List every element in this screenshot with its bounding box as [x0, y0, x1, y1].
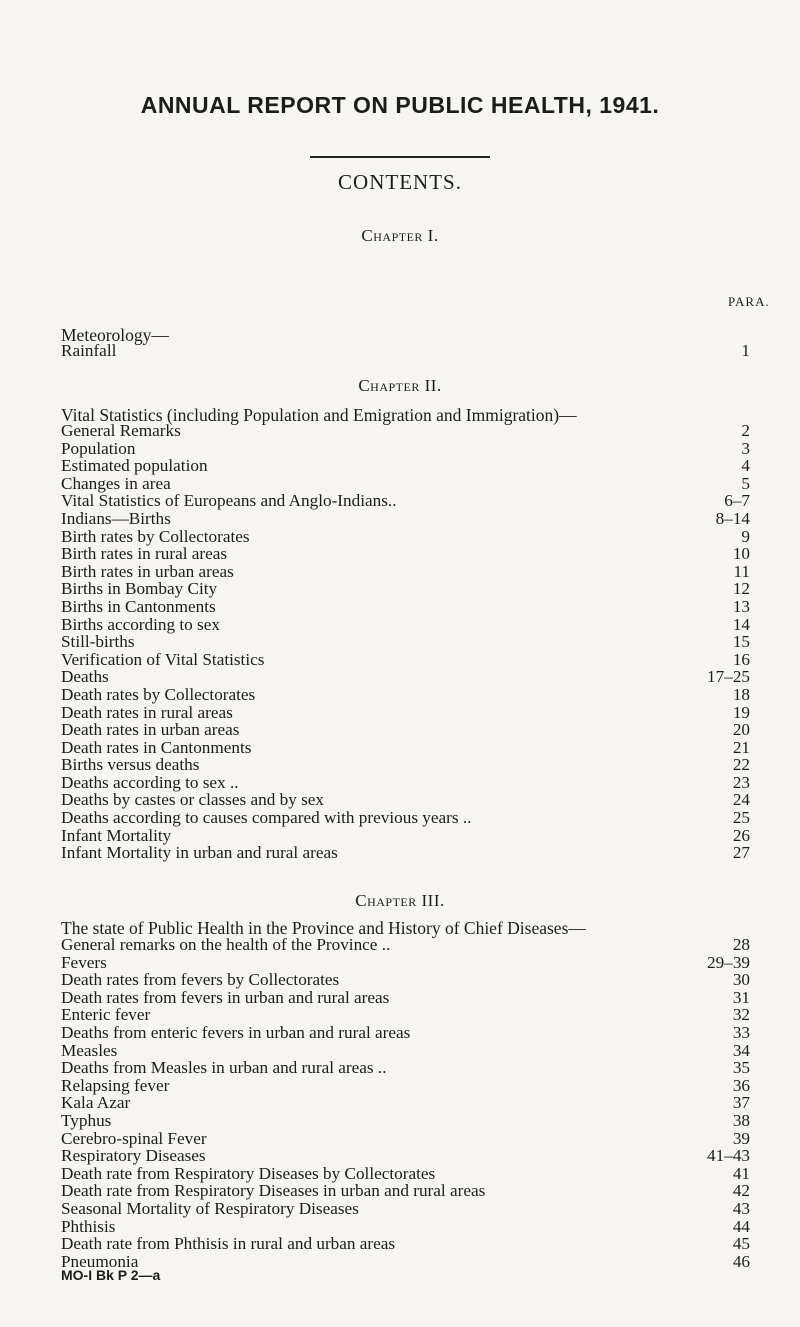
toc-entry	[0, 563, 800, 581]
toc-entry-para: 25	[732, 808, 750, 828]
toc-entry	[0, 721, 800, 739]
chapter-2-heading: Vital Statistics (including Population and Emigration and Immigration)—	[61, 405, 577, 425]
toc-entry	[0, 342, 800, 360]
toc-entry-para: 34	[732, 1040, 750, 1060]
toc-entry	[0, 1006, 800, 1024]
toc-entry-para: 39	[732, 1128, 750, 1148]
toc-entry	[0, 686, 800, 704]
toc-entry-label: Births according to sex	[61, 614, 220, 634]
toc-entry-para: 16	[732, 649, 750, 669]
toc-entry-label: Deaths according to sex ..	[61, 772, 239, 792]
toc-entry	[0, 1147, 800, 1165]
toc-entry-label: Deaths from enteric fevers in urban and rural areas	[61, 1022, 411, 1042]
toc-entry-para: 33	[732, 1022, 750, 1042]
toc-entry-para: 4	[741, 456, 750, 476]
toc-entry-para: 35	[732, 1058, 750, 1078]
toc-entry-label: Measles	[61, 1040, 118, 1060]
toc-entry	[0, 528, 800, 546]
footer-code: MO-I Bk P 2—a	[61, 1267, 161, 1283]
toc-entry-para: 30	[732, 970, 750, 990]
toc-entry-label: Fevers	[61, 952, 107, 972]
toc-entry-para: 23	[732, 772, 750, 792]
toc-entry	[0, 633, 800, 651]
toc-entry	[0, 954, 800, 972]
toc-entry	[0, 844, 800, 862]
toc-entry-label: Death rate from Respiratory Diseases in urban and rural areas	[61, 1181, 486, 1201]
toc-entry-para: 5	[741, 473, 750, 493]
toc-entry-para: 15	[732, 632, 750, 652]
toc-entry-label: Population	[61, 438, 136, 458]
toc-entry	[0, 989, 800, 1007]
toc-entry-label: Infant Mortality in urban and rural areas	[61, 843, 338, 863]
toc-entry-para: 21	[732, 737, 750, 757]
toc-entry	[0, 1130, 800, 1148]
toc-entry-para: 36	[732, 1075, 750, 1095]
title-divider	[310, 156, 490, 158]
toc-entry-label: Births in Cantonments	[61, 596, 216, 616]
toc-entry-para: 44	[732, 1216, 750, 1236]
toc-entry-para: 28	[732, 935, 750, 954]
toc-entry-para: 41–43	[707, 1146, 750, 1166]
toc-entry-para: 46	[732, 1251, 750, 1271]
toc-entry-label: Deaths from Measles in urban and rural areas ..	[61, 1058, 387, 1078]
toc-entry	[0, 1094, 800, 1112]
toc-entry	[0, 580, 800, 598]
toc-entry	[0, 971, 800, 989]
chapter-2-entries	[0, 422, 800, 862]
toc-entry-para: 43	[732, 1198, 750, 1218]
chapter-3-heading: The state of Public Health in the Province and History of Chief Diseases—	[61, 918, 586, 938]
toc-entry-para: 45	[732, 1234, 750, 1254]
toc-entry-label: Deaths according to causes compared with previous years ..	[61, 808, 472, 828]
toc-entry-label: Death rates in urban areas	[61, 720, 240, 740]
toc-entry-para: 3	[741, 438, 750, 458]
toc-entry-label: Cerebro-spinal Fever	[61, 1128, 207, 1148]
toc-entry-para: 14	[732, 614, 750, 634]
para-column-heading: PARA.	[728, 294, 770, 309]
toc-entry-label: Births versus deaths	[61, 755, 200, 775]
toc-entry-para: 22	[732, 755, 750, 775]
toc-entry	[0, 809, 800, 827]
toc-entry-para: 20	[732, 720, 750, 740]
toc-entry-label: Kala Azar	[61, 1093, 131, 1113]
toc-entry	[0, 422, 800, 440]
toc-entry	[0, 510, 800, 528]
toc-entry	[0, 827, 800, 845]
toc-entry-para: 37	[732, 1093, 750, 1113]
chapter-3-entries	[0, 936, 800, 1270]
toc-entry-para: 13	[732, 596, 750, 616]
toc-entry-para: 10	[732, 544, 750, 564]
toc-entry	[0, 791, 800, 809]
toc-entry-label: Deaths by castes or classes and by sex	[61, 790, 324, 810]
toc-entry-para: 1	[741, 341, 750, 360]
contents-title: CONTENTS.	[338, 170, 462, 194]
toc-entry-label: Enteric fever	[61, 1005, 151, 1025]
toc-entry-para: 42	[732, 1181, 750, 1201]
toc-entry-label: Birth rates in urban areas	[61, 561, 234, 581]
toc-entry-para: 29–39	[707, 952, 750, 972]
toc-entry-label: Birth rates by Collectorates	[61, 526, 250, 546]
toc-entry	[0, 756, 800, 774]
toc-entry	[0, 651, 800, 669]
toc-entry-label: Death rate from Respiratory Diseases by Collectorates	[61, 1163, 436, 1183]
toc-entry	[0, 668, 800, 686]
toc-entry	[0, 457, 800, 475]
toc-entry	[0, 1218, 800, 1236]
toc-entry	[0, 739, 800, 757]
toc-entry-label: Still-births	[61, 632, 135, 652]
toc-entry-label: General Remarks	[61, 421, 181, 440]
toc-entry-label: Death rate from Phthisis in rural and urban areas	[61, 1234, 396, 1254]
toc-entry-para: 17–25	[707, 667, 750, 687]
toc-entry-para: 8–14	[715, 508, 750, 528]
toc-entry	[0, 492, 800, 510]
toc-entry-para: 6–7	[724, 491, 750, 511]
toc-entry-label: Vital Statistics of Europeans and Anglo-Indians..	[61, 491, 397, 511]
chapter-3-title: Chapter III.	[355, 891, 445, 910]
toc-entry-label: Death rates in Cantonments	[61, 737, 252, 757]
toc-entry-label: Typhus	[61, 1110, 112, 1130]
toc-entry-label: Pneumonia	[61, 1251, 139, 1271]
toc-entry	[0, 774, 800, 792]
toc-entry-label: Seasonal Mortality of Respiratory Diseases	[61, 1198, 359, 1218]
toc-entry-para: 41	[732, 1163, 750, 1183]
toc-entry	[0, 704, 800, 722]
toc-entry	[0, 1165, 800, 1183]
toc-entry-label: Changes in area	[61, 473, 171, 493]
toc-entry	[0, 545, 800, 563]
chapter-1-heading: Meteorology—	[61, 325, 169, 345]
toc-entry-para: 38	[732, 1110, 750, 1130]
toc-entry	[0, 440, 800, 458]
toc-entry-label: Death rates by Collectorates	[61, 684, 256, 704]
toc-entry-label: Relapsing fever	[61, 1075, 170, 1095]
report-title: ANNUAL REPORT ON PUBLIC HEALTH, 1941.	[140, 92, 660, 118]
toc-entry-para: 19	[732, 702, 750, 722]
toc-entry-label: Indians—Births	[61, 508, 171, 528]
toc-entry-label: Rainfall	[61, 341, 117, 360]
toc-entry-label: General remarks on the health of the Province ..	[61, 935, 391, 954]
chapter-1-title: Chapter I.	[361, 226, 439, 245]
toc-entry-label: Verification of Vital Statistics	[61, 649, 265, 669]
toc-entry-label: Deaths	[61, 667, 109, 687]
toc-entry	[0, 1024, 800, 1042]
toc-entry	[0, 1059, 800, 1077]
toc-entry-para: 18	[732, 684, 750, 704]
chapter-1-entries	[0, 342, 800, 360]
toc-entry	[0, 1235, 800, 1253]
toc-entry-label: Death rates from fevers in urban and rural areas	[61, 987, 390, 1007]
toc-entry	[0, 1077, 800, 1095]
toc-entry	[0, 936, 800, 954]
toc-entry	[0, 616, 800, 634]
toc-entry-para: 12	[732, 579, 750, 599]
toc-entry-label: Phthisis	[61, 1216, 116, 1236]
toc-entry-label: Death rates in rural areas	[61, 702, 233, 722]
toc-entry	[0, 1200, 800, 1218]
toc-entry-para: 9	[741, 526, 750, 546]
toc-entry	[0, 1042, 800, 1060]
toc-entry-para: 2	[741, 421, 750, 440]
toc-entry-para: 27	[732, 843, 750, 863]
toc-entry-para: 31	[732, 987, 750, 1007]
toc-entry-para: 11	[733, 561, 750, 581]
toc-entry-label: Estimated population	[61, 456, 208, 476]
toc-entry-label: Births in Bombay City	[61, 579, 218, 599]
toc-entry-label: Death rates from fevers by Collectorates	[61, 970, 340, 990]
toc-entry	[0, 598, 800, 616]
toc-entry-para: 32	[732, 1005, 750, 1025]
toc-entry	[0, 1182, 800, 1200]
toc-entry	[0, 475, 800, 493]
toc-entry-para: 26	[732, 825, 750, 845]
toc-entry-label: Birth rates in rural areas	[61, 544, 228, 564]
chapter-2-title: Chapter II.	[358, 376, 442, 395]
toc-entry	[0, 1112, 800, 1130]
toc-entry-label: Respiratory Diseases	[61, 1146, 206, 1166]
toc-entry-para: 24	[732, 790, 750, 810]
toc-entry-label: Infant Mortality	[61, 825, 172, 845]
